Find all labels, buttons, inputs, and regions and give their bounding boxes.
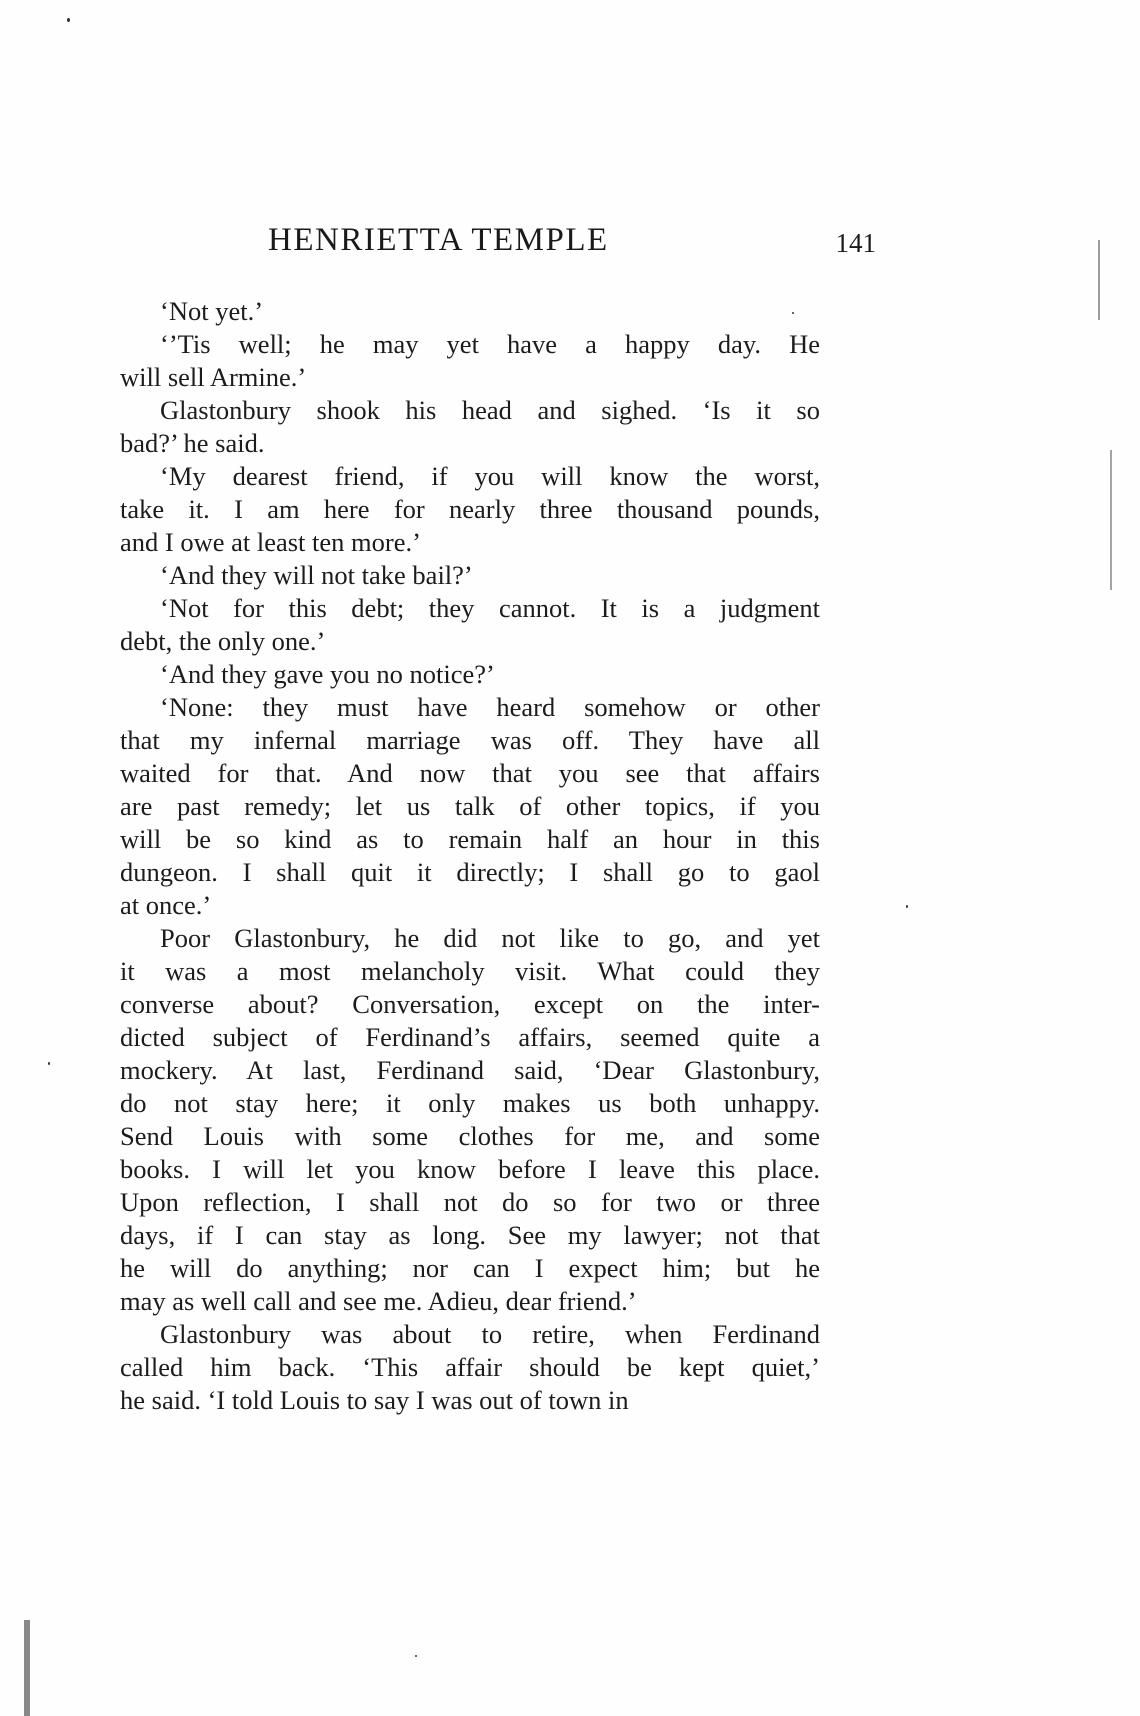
- text-line: he said. ‘I told Louis to say I was out of town in: [120, 1385, 629, 1415]
- text-line: it was a most melancholy visit. What could they: [120, 956, 820, 986]
- text-line: may as well call and see me. Adieu, dear friend.’: [120, 1286, 637, 1316]
- text-line: that my infernal marriage was off. They have all: [120, 725, 820, 755]
- text-line: ‘None: they must have heard somehow or other: [160, 692, 820, 722]
- text-line: take it. I am here for nearly three thousand pounds,: [120, 494, 820, 524]
- text-line: ‘Not yet.’: [160, 296, 264, 326]
- text-line: dungeon. I shall quit it directly; I shall go to gaol: [120, 857, 820, 887]
- text-line: Glastonbury shook his head and sighed. ‘Is it so: [160, 395, 820, 425]
- text-line: Glastonbury was about to retire, when Ferdinand: [160, 1319, 820, 1349]
- scan-speck: [792, 312, 794, 314]
- text-line: converse about? Conversation, except on the inter-: [120, 989, 820, 1019]
- text-line: debt, the only one.’: [120, 626, 326, 656]
- text-line: Send Louis with some clothes for me, and some: [120, 1121, 820, 1151]
- text-line: will be so kind as to remain half an hour in this: [120, 824, 820, 854]
- scan-edge-mark: [1098, 240, 1100, 320]
- text-line: ‘And they will not take bail?’: [160, 560, 473, 590]
- text-line: will sell Armine.’: [120, 362, 307, 392]
- text-line: bad?’ he said.: [120, 428, 265, 458]
- text-line: Upon reflection, I shall not do so for two or three: [120, 1187, 820, 1217]
- scan-speck: [415, 1655, 417, 1657]
- text-line: ‘’Tis well; he may yet have a happy day. He: [160, 329, 820, 359]
- text-line: and I owe at least ten more.’: [120, 527, 421, 557]
- running-title: HENRIETTA TEMPLE: [268, 222, 609, 258]
- text-line: waited for that. And now that you see that affairs: [120, 758, 820, 788]
- text-line: days, if I can stay as long. See my lawyer; not that: [120, 1220, 820, 1250]
- scan-speck: [906, 905, 908, 908]
- text-line: called him back. ‘This affair should be kept quiet,’: [120, 1352, 820, 1382]
- scan-edge-mark: [1110, 450, 1112, 590]
- text-line: ‘And they gave you no notice?’: [160, 659, 495, 689]
- text-line: are past remedy; let us talk of other topics, if you: [120, 791, 820, 821]
- scan-speck: [48, 1062, 50, 1065]
- text-line: do not stay here; it only makes us both unhappy.: [120, 1088, 820, 1118]
- text-line: ‘Not for this debt; they cannot. It is a judgment: [160, 593, 820, 623]
- text-line: books. I will let you know before I leave this place.: [120, 1154, 820, 1184]
- text-line: dicted subject of Ferdinand’s affairs, seemed quite a: [120, 1022, 820, 1052]
- text-line: Poor Glastonbury, he did not like to go, and yet: [160, 923, 820, 953]
- text-line: ‘My dearest friend, if you will know the worst,: [160, 461, 820, 491]
- text-line: mockery. At last, Ferdinand said, ‘Dear Glastonbury,: [120, 1055, 820, 1085]
- page-number: 141: [835, 228, 876, 258]
- running-header: [268, 222, 876, 270]
- scan-edge-mark: [24, 1620, 30, 1716]
- text-line: at once.’: [120, 890, 212, 920]
- scan-speck: [67, 18, 70, 22]
- text-line: he will do anything; nor can I expect him; but he: [120, 1253, 820, 1283]
- body-text: [120, 295, 820, 1417]
